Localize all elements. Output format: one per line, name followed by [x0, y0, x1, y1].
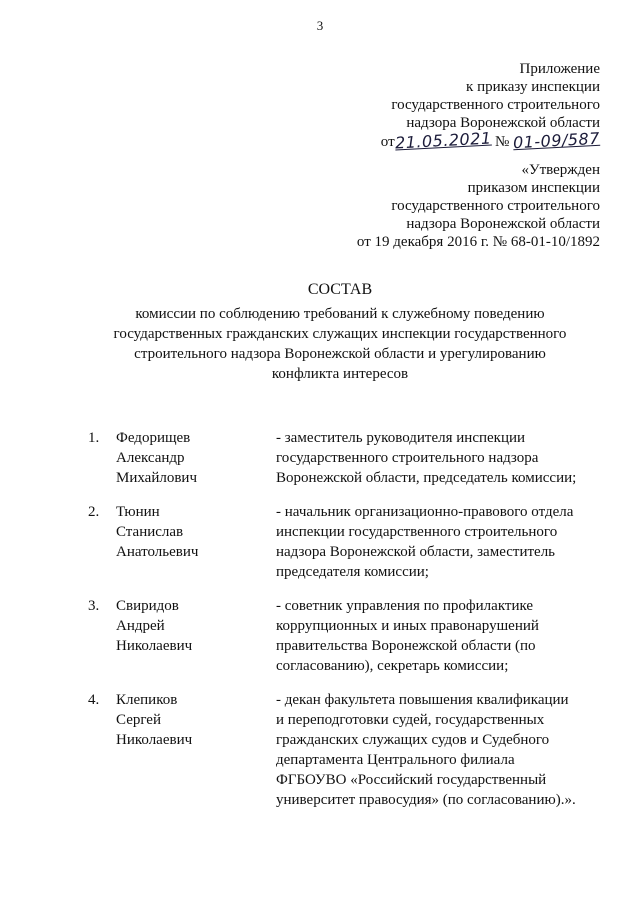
member-name: [116, 428, 276, 488]
member-first-name: Андрей: [116, 618, 165, 634]
member-surname: Свиридов: [116, 598, 179, 614]
approved-line-2: приказом инспекции: [467, 180, 600, 196]
member-first-name: Александр: [116, 450, 185, 466]
description-line: и переподготовки судей, государственных: [276, 712, 545, 728]
member-number: 1.: [88, 430, 100, 446]
document-title: [80, 280, 600, 384]
member-description: [276, 596, 608, 676]
title-line-1: комиссии по соблюдению требований к служебному поведению: [135, 306, 545, 322]
member-surname: Клепиков: [116, 692, 178, 708]
members-list: [88, 428, 608, 810]
description-line: - заместитель руководителя инспекции: [276, 430, 526, 446]
description-line: надзора Воронежской области, заместитель: [276, 544, 556, 560]
approved-header: [357, 161, 600, 251]
member-patronymic: Николаевич: [116, 638, 193, 654]
member-patronymic: Николаевич: [116, 732, 193, 748]
approved-line-5: от 19 декабря 2016 г. № 68-01-10/1892: [356, 234, 600, 250]
member-item-4: [88, 690, 608, 810]
number-prefix: №: [495, 134, 510, 150]
description-line: университет правосудия» (по согласованию).».: [276, 792, 576, 808]
member-item-3: [88, 596, 608, 676]
description-line: председателя комиссии;: [276, 564, 429, 580]
member-number: 3.: [88, 598, 100, 614]
approved-line-4: надзора Воронежской области: [406, 216, 600, 232]
member-description: [276, 502, 608, 582]
description-line: ФГБОУВО «Российский государственный: [276, 772, 547, 788]
appendix-line-1: Приложение: [519, 61, 600, 77]
member-first-name: Станислав: [116, 524, 184, 540]
description-line: - декан факультета повышения квалификации: [276, 692, 569, 708]
member-description: [276, 690, 608, 810]
page-number: 3: [316, 18, 324, 33]
member-patronymic: Михайлович: [116, 470, 197, 486]
member-first-name: Сергей: [116, 712, 161, 728]
member-name: [116, 502, 276, 562]
appendix-line-4: надзора Воронежской области: [406, 115, 600, 131]
member-number: 4.: [88, 692, 100, 708]
description-line: - советник управления по профилактике: [276, 598, 534, 614]
description-line: государственного строительного надзора: [276, 450, 539, 466]
order-date-number-line: [380, 128, 601, 153]
title-line-2: государственных гражданских служащих инспекции государственного: [113, 326, 567, 342]
member-surname: Тюнин: [116, 504, 160, 520]
approved-line-3: государственного строительного: [391, 198, 600, 214]
member-surname: Федорищев: [116, 430, 191, 446]
description-line: Воронежской области, председатель комиссии;: [276, 470, 577, 486]
title-line-3: строительного надзора Воронежской области и урегулированию: [134, 346, 546, 362]
appendix-line-2: к приказу инспекции: [466, 79, 600, 95]
description-line: коррупционных и иных правонарушений: [276, 618, 539, 634]
description-line: департамента Центрального филиала: [276, 752, 515, 768]
title-main: СОСТАВ: [307, 281, 373, 298]
appendix-line-3: государственного строительного: [391, 97, 600, 113]
member-name: [116, 596, 276, 656]
description-line: согласованию), секретарь комиссии;: [276, 658, 509, 674]
from-prefix: от: [380, 134, 395, 150]
description-line: - начальник организационно-правового отдела: [276, 504, 574, 520]
handwritten-date: 21.05.2021: [394, 128, 492, 153]
member-description: [276, 428, 608, 488]
approved-line-1: «Утвержден: [521, 162, 600, 178]
member-number: 2.: [88, 504, 100, 520]
description-line: инспекции государственного строительного: [276, 524, 558, 540]
description-line: гражданских служащих судов и Судебного: [276, 732, 550, 748]
member-patronymic: Анатольевич: [116, 544, 199, 560]
appendix-header: [381, 60, 600, 151]
title-line-4: конфликта интересов: [271, 366, 409, 382]
member-name: [116, 690, 276, 750]
handwritten-order-number: 01-09/587: [512, 128, 601, 153]
member-item-1: [88, 428, 608, 488]
description-line: правительства Воронежской области (по: [276, 638, 536, 654]
member-item-2: [88, 502, 608, 582]
